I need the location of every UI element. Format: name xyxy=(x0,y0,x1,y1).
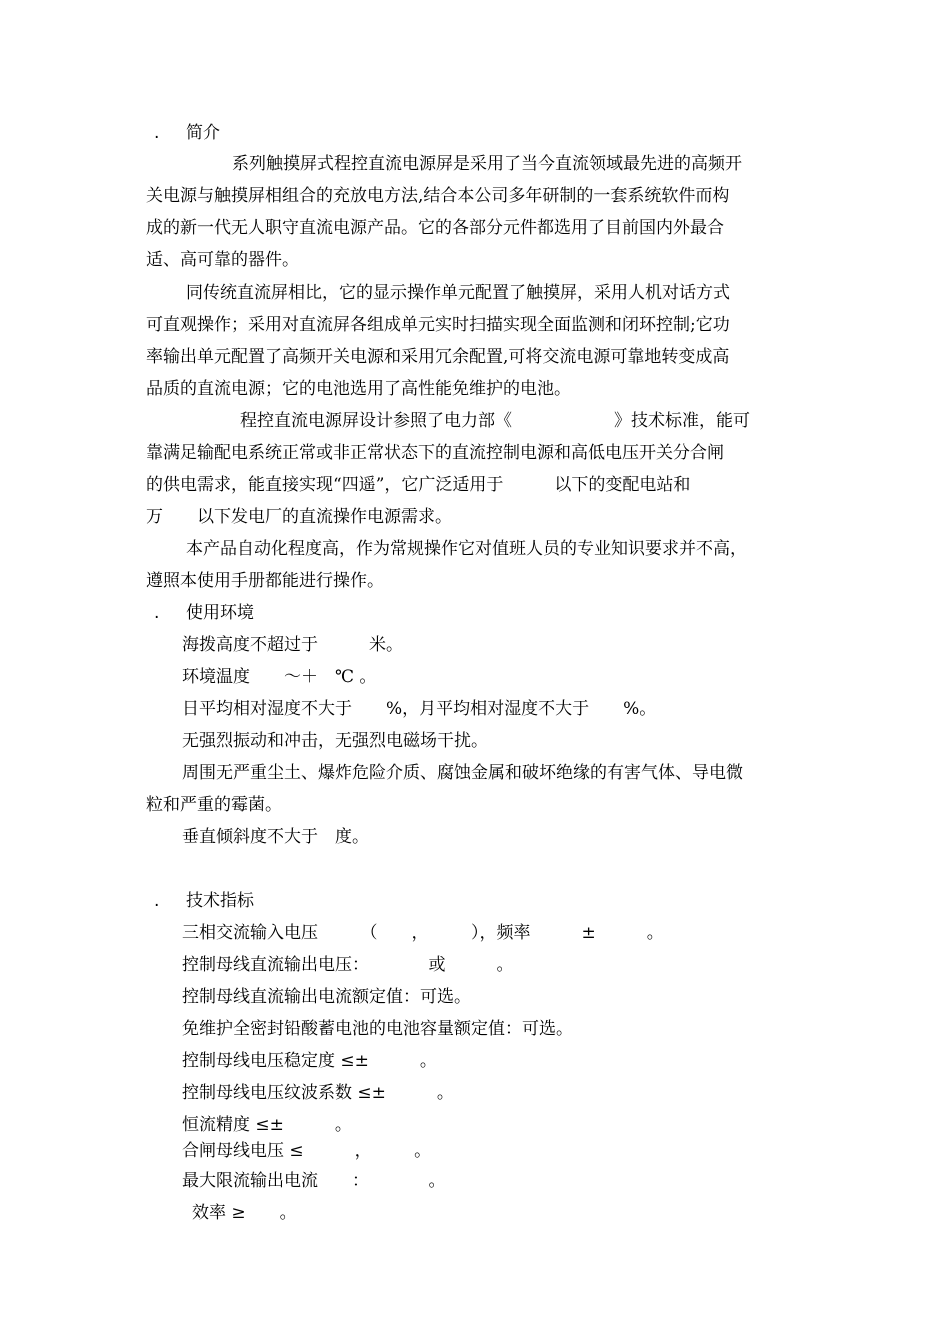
paragraph-line: 同传统直流屏相比，它的显示操作单元配置了触摸屏，采用人机对话方式 xyxy=(186,283,730,303)
paragraph-line: 的供电需求，能直接实现“四遥”，它广泛适用于 以下的变配电站和 xyxy=(146,475,691,495)
spec-item: 控制母线直流输出电流额定值：可选。 xyxy=(182,987,471,1007)
section-number: . xyxy=(154,123,160,143)
spec-item: 合闸母线电压 ≤ ， 。 xyxy=(182,1141,432,1161)
spec-item: 恒流精度 ≤± 。 xyxy=(182,1115,352,1135)
section-title: 简介 xyxy=(186,123,220,143)
paragraph-line: 万 以下发电厂的直流操作电源需求。 xyxy=(146,507,452,527)
paragraph-line: 系列触摸屏式程控直流电源屏是采用了当今直流领域最先进的高频开 xyxy=(232,154,742,174)
spec-item: 免维护全密封铅酸蓄电池的电池容量额定值：可选。 xyxy=(182,1019,573,1039)
paragraph-line: 遵照本使用手册都能进行操作。 xyxy=(146,571,384,591)
paragraph-line: 率输出单元配置了高频开关电源和采用冗余配置,可将交流电源可靠地转变成高 xyxy=(146,347,730,367)
list-item: 无强烈振动和冲击，无强烈电磁场干扰。 xyxy=(182,731,488,751)
paragraph-line: 品质的直流电源；它的电池选用了高性能免维护的电池。 xyxy=(146,379,571,399)
section-number: . xyxy=(154,891,160,911)
spec-item: 最大限流输出电流 ： 。 xyxy=(182,1171,446,1191)
paragraph-line: 适、高可靠的器件。 xyxy=(146,250,299,270)
section-heading-environment xyxy=(146,602,254,624)
paragraph-line: 关电源与触摸屏相组合的充放电方法,结合本公司多年研制的一套系统软件而构 xyxy=(146,186,730,206)
spec-item: 三相交流输入电压 （ ， ），频率 ± 。 xyxy=(182,923,664,943)
spec-item: 效率 ≥ 。 xyxy=(192,1203,297,1223)
paragraph-line: 成的新一代无人职守直流电源产品。它的各部分元件都选用了目前国内外最合 xyxy=(146,218,724,238)
spec-item: 控制母线电压纹波系数 ≤± 。 xyxy=(182,1083,454,1103)
section-heading-intro xyxy=(146,122,220,144)
section-title: 技术指标 xyxy=(186,891,254,911)
list-item: 环境温度 ～＋ ℃ 。 xyxy=(182,667,377,687)
list-item: 周围无严重尘土、爆炸危险介质、腐蚀金属和破坏绝缘的有害气体、导电微 xyxy=(182,763,743,783)
section-title: 使用环境 xyxy=(186,603,254,623)
section-number: . xyxy=(154,603,160,623)
paragraph-line: 程控直流电源屏设计参照了电力部《 》技术标准，能可 xyxy=(240,411,750,431)
spec-item: 控制母线直流输出电压： 或 。 xyxy=(182,955,514,975)
paragraph-line: 本产品自动化程度高，作为常规操作它对值班人员的专业知识要求并不高， xyxy=(186,539,747,559)
list-item: 海拨高度不超过于 米。 xyxy=(182,635,403,655)
list-item: 粒和严重的霉菌。 xyxy=(146,795,282,815)
section-heading-specs xyxy=(146,890,254,912)
list-item: 垂直倾斜度不大于 度。 xyxy=(182,827,369,847)
spec-item: 控制母线电压稳定度 ≤± 。 xyxy=(182,1051,437,1071)
paragraph-line: 可直观操作；采用对直流屏各组成单元实时扫描实现全面监测和闭环控制;它功 xyxy=(146,315,730,335)
list-item: 日平均相对湿度不大于 %，月平均相对湿度不大于 %。 xyxy=(182,699,657,719)
paragraph-line: 靠满足输配电系统正常或非正常状态下的直流控制电源和高低电压开关分合闸 xyxy=(146,443,724,463)
